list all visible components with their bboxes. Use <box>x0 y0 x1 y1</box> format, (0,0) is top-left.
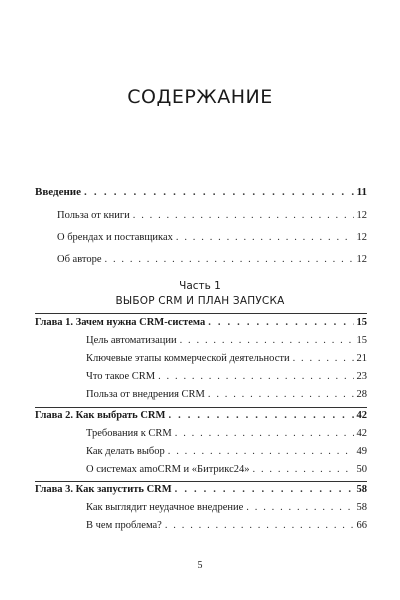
leader-dots <box>165 520 354 531</box>
toc-entry-label: Цель автоматизации <box>86 335 177 346</box>
leader-dots <box>168 446 354 457</box>
toc-entry-label: Польза от внедрения CRM <box>86 389 205 400</box>
toc-entry-page: 21 <box>356 353 367 364</box>
toc-chapter-page: 58 <box>356 484 367 495</box>
toc-entry[interactable] <box>86 389 367 400</box>
toc-entry-page: 12 <box>356 232 367 243</box>
toc-entry-author[interactable] <box>57 254 367 265</box>
toc-entry-page: 50 <box>356 464 367 475</box>
toc-chapter-page: 42 <box>356 410 367 421</box>
toc-entry-page: 28 <box>356 389 367 400</box>
toc-entry[interactable] <box>86 371 367 382</box>
toc-chapter-2[interactable] <box>35 410 367 421</box>
toc-entry-page: 66 <box>356 520 367 531</box>
toc-chapter-label: Глава 2. Как выбрать CRM <box>35 410 166 421</box>
toc-entry-label: Как выглядит неудачное внедрение <box>86 502 244 513</box>
toc-chapter-3[interactable] <box>35 484 367 495</box>
toc-entry-label: Как делать выбор <box>86 446 165 457</box>
chapter-divider <box>35 481 367 482</box>
toc-entry[interactable] <box>86 464 367 475</box>
toc-chapter-label: Глава 1. Зачем нужна CRM-система <box>35 317 206 328</box>
toc-entry-brands[interactable] <box>57 232 367 243</box>
toc-entry-label: О брендах и поставщиках <box>57 232 173 243</box>
toc-entry-label: Польза от книги <box>57 210 130 221</box>
toc-entry-intro[interactable] <box>35 186 367 198</box>
toc-entry-page: 12 <box>356 254 367 265</box>
leader-dots <box>176 232 354 243</box>
toc-entry-label: В чем проблема? <box>86 520 162 531</box>
toc-entry-label: Что такое CRM <box>86 371 156 382</box>
chapter-divider <box>35 313 367 314</box>
leader-dots <box>180 335 354 346</box>
toc-entry-page: 23 <box>356 371 367 382</box>
toc-entry[interactable] <box>86 502 367 513</box>
toc-entry[interactable] <box>86 353 367 364</box>
page-title: СОДЕРЖАНИЕ <box>127 86 273 108</box>
chapter-divider <box>35 407 367 408</box>
toc-entry-page: 15 <box>356 335 367 346</box>
leader-dots <box>293 353 354 364</box>
toc-entry-label: О системах amoCRM и «Битрикс24» <box>86 464 250 475</box>
leader-dots <box>168 410 353 421</box>
part-number: Часть 1 <box>179 280 221 292</box>
toc-entry-page: 49 <box>356 446 367 457</box>
leader-dots <box>84 186 354 198</box>
leader-dots <box>175 484 354 495</box>
toc-entry-benefit[interactable] <box>57 210 367 221</box>
page-number: 5 <box>197 560 203 571</box>
leader-dots <box>158 371 353 382</box>
leader-dots <box>175 428 354 439</box>
toc-entry-label: Требования к CRM <box>86 428 172 439</box>
toc-entry-page: 58 <box>356 502 367 513</box>
part-title: ВЫБОР CRM И ПЛАН ЗАПУСКА <box>115 295 285 307</box>
toc-entry-label: Об авторе <box>57 254 102 265</box>
leader-dots <box>208 317 353 328</box>
toc-entry[interactable] <box>86 428 367 439</box>
toc-entry-page: 12 <box>356 210 367 221</box>
toc-entry-label: Ключевые этапы коммерческой деятельности <box>86 353 290 364</box>
toc-entry-label: Введение <box>35 186 82 198</box>
leader-dots <box>253 464 354 475</box>
leader-dots <box>208 389 354 400</box>
toc-chapter-1[interactable] <box>35 317 367 328</box>
toc-entry-page: 42 <box>356 428 367 439</box>
toc-entry-page: 11 <box>356 186 367 198</box>
leader-dots <box>246 502 353 513</box>
toc-chapter-page: 15 <box>356 317 367 328</box>
leader-dots <box>105 254 354 265</box>
toc-chapter-label: Глава 3. Как запустить CRM <box>35 484 172 495</box>
toc-entry[interactable] <box>86 335 367 346</box>
leader-dots <box>133 210 354 221</box>
toc-entry[interactable] <box>86 446 367 457</box>
toc-entry[interactable] <box>86 520 367 531</box>
